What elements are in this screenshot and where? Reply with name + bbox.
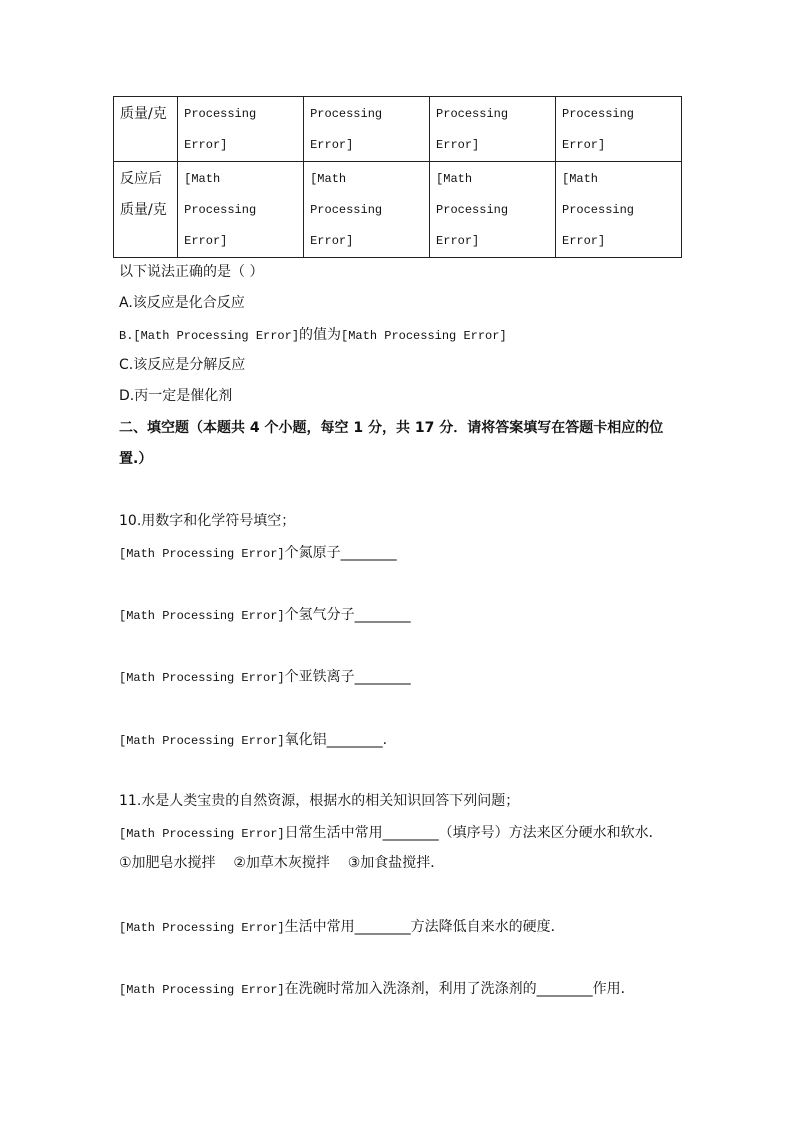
- table-cell: [Math Processing Error]: [430, 162, 556, 258]
- math-placeholder: [Math Processing Error]: [119, 547, 285, 561]
- math-placeholder: [Math Processing Error]: [119, 609, 285, 623]
- section-heading-cont: 置.）: [119, 451, 153, 467]
- table-cell: Processing Error]: [430, 97, 556, 162]
- table-cell: [Math Processing Error]: [556, 162, 682, 258]
- math-placeholder: B.[Math Processing Error]: [119, 329, 300, 343]
- math-placeholder: [Math Processing Error]: [119, 921, 285, 935]
- fill-item: [119, 542, 397, 564]
- math-placeholder: [Math Processing Error]: [119, 827, 285, 841]
- question-stem: 以下说法正确的是（ ）: [119, 264, 264, 280]
- table-cell: [Math Processing Error]: [304, 162, 430, 258]
- option-c: C.该反应是分解反应: [119, 357, 246, 373]
- table-cell: Processing Error]: [304, 97, 430, 162]
- option-d: D.丙一定是催化剂: [119, 388, 233, 404]
- fill-item-text: 氧化铝________.: [284, 732, 388, 748]
- fill-item-text: 个亚铁离子________: [284, 669, 411, 685]
- row-header: 反应后 质量/克: [114, 162, 178, 258]
- fill-item: [119, 729, 387, 751]
- fill-item-text: 生活中常用________方法降低自来水的硬度．: [284, 919, 565, 935]
- table-row: [114, 97, 682, 162]
- fill-item: [119, 916, 565, 938]
- option-b-text: 的值为: [299, 327, 342, 343]
- data-table: [113, 96, 682, 258]
- fill-item: [119, 666, 411, 688]
- table-row: [114, 162, 682, 258]
- fill-item-text: 日常生活中常用________（填序号）方法来区分硬水和软水．: [284, 825, 663, 841]
- choice-list: ①加肥皂水搅拌 ②加草木灰搅拌 ③加食盐搅拌．: [119, 855, 445, 871]
- row-header: 质量/克: [114, 97, 178, 162]
- table-cell: Processing Error]: [556, 97, 682, 162]
- math-placeholder: [Math Processing Error]: [341, 329, 507, 343]
- table-cell: Processing Error]: [178, 97, 304, 162]
- fill-item: [119, 978, 635, 1000]
- fill-item-text: 个氮原子________: [284, 545, 397, 561]
- table-cell: [Math Processing Error]: [178, 162, 304, 258]
- option-a: A.该反应是化合反应: [119, 295, 245, 311]
- option-b: [119, 324, 507, 346]
- fill-item: [119, 604, 411, 626]
- fill-item: [119, 822, 663, 844]
- fill-item-text: 在洗碗时常加入洗涤剂，利用了洗涤剂的________作用．: [284, 981, 635, 997]
- question-10-stem: 10.用数字和化学符号填空；: [119, 513, 296, 529]
- math-placeholder: [Math Processing Error]: [119, 734, 285, 748]
- section-heading: 二、填空题（本题共 4 个小题，每空 1 分，共 17 分．请将答案填写在答题卡相应的位: [119, 420, 664, 436]
- fill-item-text: 个氢气分子________: [284, 607, 411, 623]
- math-placeholder: [Math Processing Error]: [119, 983, 285, 997]
- math-placeholder: [Math Processing Error]: [119, 671, 285, 685]
- question-11-stem: 11.水是人类宝贵的自然资源，根据水的相关知识回答下列问题；: [119, 793, 520, 809]
